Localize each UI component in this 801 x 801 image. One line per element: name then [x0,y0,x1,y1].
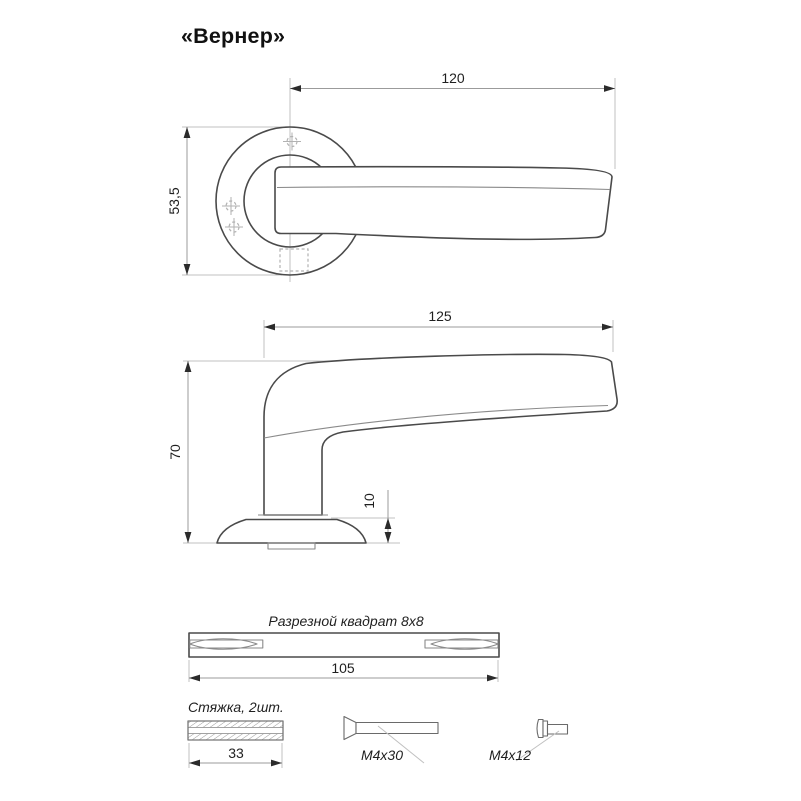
screw-hole-marker [283,133,301,151]
screw-hole-marker [225,218,243,236]
screw-hole-marker [222,197,240,215]
tie-rod-drawing [188,699,284,768]
handle-lever-front [275,167,612,240]
screw-short-label: М4х12 [488,747,532,763]
screw-long-shaft [356,723,438,734]
screw-long-head [344,717,356,740]
drawing-title: «Вернер» [181,24,286,48]
tie-dim-text: 33 [228,745,244,761]
screw-m4x30 [344,717,438,764]
spindle-dim-text: 105 [331,660,355,676]
rosette-side-dome [217,520,366,544]
front-width-dim-text: 120 [441,70,465,86]
spindle-drawing [189,613,499,682]
screw-long-label: М4х30 [360,747,404,763]
rosette-base-plate [268,543,315,549]
side-length-dim-text: 125 [428,308,452,324]
side-extension-lines [183,320,613,543]
side-view [167,308,617,549]
spindle-label: Разрезной квадрат 8х8 [268,613,424,629]
rosette-height-dim-text: 10 [361,493,377,509]
front-height-dim-text: 53,5 [166,187,182,215]
spindle-bar [189,633,499,657]
screw-short-head [537,720,543,738]
screw-short-collar [543,721,548,736]
tie-label: Стяжка, 2шт. [188,699,284,715]
handle-lever-side [264,354,617,515]
spindle-square-hole [280,249,308,271]
tie-thread-top [188,721,283,728]
front-view [166,70,615,282]
tie-thread-bottom [188,734,283,741]
side-height-dim-text: 70 [167,444,183,460]
screw-m4x12 [489,720,568,764]
